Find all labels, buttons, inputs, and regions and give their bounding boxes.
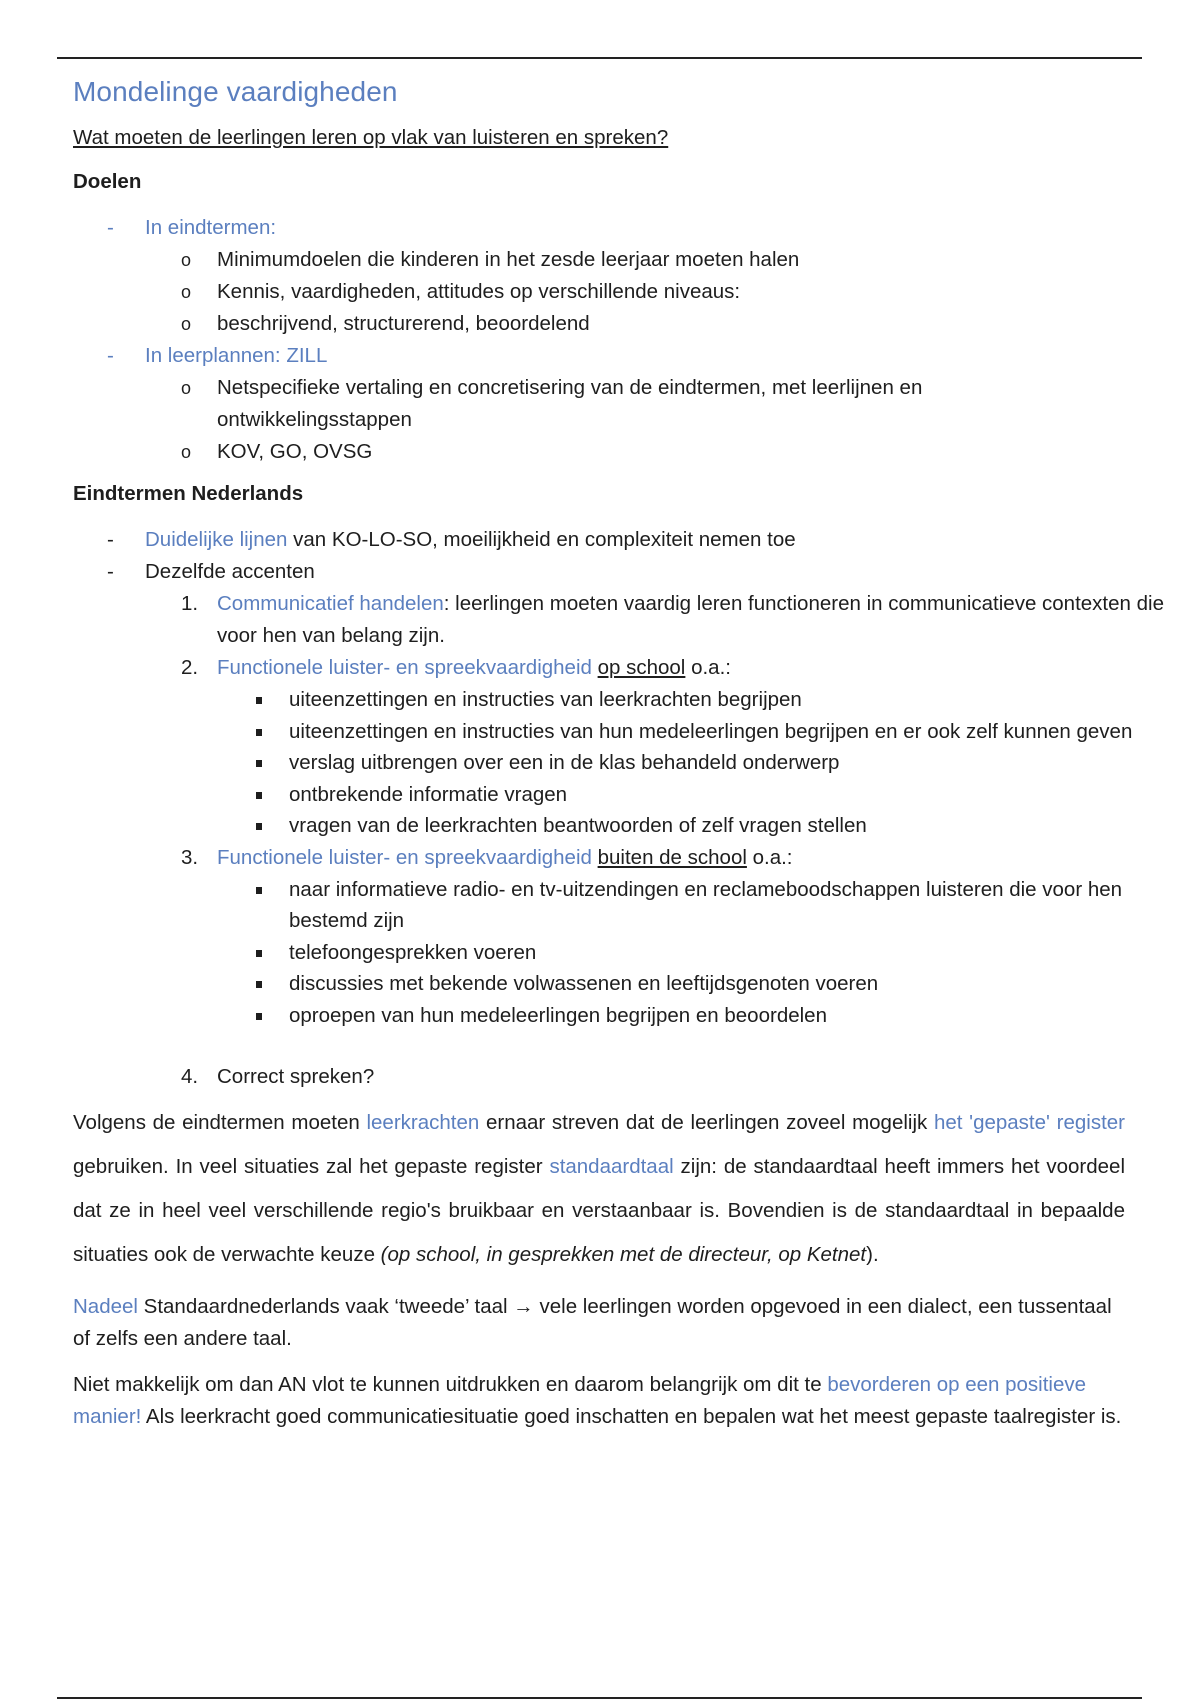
document-page [73, 72, 1164, 1447]
list-item-label: In eindtermen: [145, 216, 277, 239]
number-marker: 2. [181, 656, 199, 679]
numbered-text: o.a.: [746, 845, 793, 869]
heading-doelen: Doelen [73, 170, 142, 193]
text-run: zijn: de standaardtaal heeft immers het voordeel dat ze in heel veel verschillende regio's bruikbaar en verstaanbaar is. Bovendien is de standaardtaal in bepaalde situaties ook de verwachte keuze [73, 1155, 1126, 1266]
numbered-text: : leerlingen moeten vaardig leren functioneren in communicatieve contexten die voor hen van belang zijn. [217, 592, 1164, 647]
square-bullet [256, 792, 262, 799]
bullet-text: discussies met bekende volwassenen en leeftijdsgenoten voeren [289, 972, 879, 995]
bullet-item [73, 1000, 1125, 1032]
highlight-term: bevorderen op een positieve manier! [73, 1373, 1087, 1428]
sublist-text: KOV, GO, OVSG [217, 440, 373, 463]
bullet-item [73, 684, 1125, 716]
square-bullet [256, 823, 262, 830]
section-question: Wat moeten de leerlingen leren op vlak van luisteren en spreken? [73, 126, 669, 149]
sublist-text: Netspecifieke vertaling en concretisering van de eindtermen, met leerlijnen en ontwikkelingsstappen [217, 376, 923, 431]
highlight-term: Functionele luister- en spreekvaardigheid [217, 845, 592, 869]
page-title: Mondelinge vaardigheden [73, 76, 398, 107]
bullet-item [73, 779, 1125, 811]
sublist-item [73, 372, 1077, 436]
numbered-text: o.a.: [685, 656, 731, 679]
text-run: gebruiken. In veel situaties zal het gepaste register [73, 1155, 550, 1178]
number-marker: 1. [181, 592, 199, 615]
bullet-text: oproepen van hun medeleerlingen begrijpen en beoordelen [289, 1003, 827, 1027]
square-bullet [256, 950, 262, 957]
bullet-text: uiteenzettingen en instructies van leerkrachten begrijpen [289, 688, 802, 711]
numbered-text: Correct spreken? [217, 1065, 375, 1088]
list-item-text: Dezelfde accenten [145, 560, 315, 583]
bullet-item [73, 874, 1189, 937]
text-run: ). [866, 1243, 879, 1266]
list-item-label: In leerplannen: ZILL [145, 344, 328, 367]
bullet-text: verslag uitbrengen over een in de klas behandeld onderwerp [289, 751, 840, 774]
circle-bullet: o [181, 378, 192, 398]
underlined-term: buiten de school [597, 845, 747, 869]
text-run: Standaardnederlands vaak ‘tweede’ taal [137, 1295, 514, 1318]
arrow-right-icon: → [513, 1295, 534, 1318]
text-run: vele leerlingen worden opgevoed in een dialect, een tussentaal of zelfs een andere taal. [73, 1295, 1112, 1350]
dash-marker: - [107, 344, 114, 367]
bullet-item [73, 810, 1125, 842]
highlight-term: het 'gepaste' register [933, 1111, 1125, 1134]
bullet-item [73, 937, 1125, 969]
sublist-item [73, 244, 1125, 276]
list-item-text: van KO-LO-SO, moeilijkheid en complexiteit nemen toe [287, 528, 796, 551]
bullet-item [73, 747, 1125, 779]
bullet-text: vragen van de leerkrachten beantwoorden of zelf vragen stellen [289, 814, 867, 837]
highlight-term: leerkrachten [366, 1111, 480, 1134]
bullet-item [73, 968, 1125, 1000]
underlined-term: op school [597, 656, 686, 679]
number-marker: 4. [181, 1065, 199, 1088]
bullet-item [73, 716, 1149, 748]
numbered-item-3 [73, 842, 1125, 874]
list-item-leerplannen [73, 340, 1125, 372]
highlight-term: Duidelijke lijnen [145, 528, 288, 551]
circle-bullet: o [181, 282, 192, 302]
circle-bullet: o [181, 250, 192, 270]
sublist-text: beschrijvend, structurerend, beoordelend [217, 312, 590, 335]
text-run: Als leerkracht goed communicatiesituatie goed inschatten en bepalen wat het meest gepaste taalregister is. [141, 1405, 1122, 1428]
number-marker: 3. [181, 845, 199, 869]
sublist-text: Kennis, vaardigheden, attitudes op verschillende niveaus: [217, 280, 741, 303]
italic-run: (op school, in gesprekken met de directeur, op Ketnet [380, 1243, 867, 1266]
text-run: Niet makkelijk om dan AN vlot te kunnen uitdrukken en daarom belangrijk om dit te [73, 1373, 828, 1396]
sublist-text: Minimumdoelen die kinderen in het zesde leerjaar moeten halen [217, 248, 800, 271]
paragraph-nadeel [73, 1291, 1125, 1355]
list-item-eindtermen [73, 212, 1125, 244]
square-bullet [256, 729, 262, 736]
numbered-item-2 [73, 652, 1125, 684]
highlight-term: Nadeel [73, 1295, 138, 1318]
text-run: ernaar streven dat de leerlingen zoveel mogelijk [479, 1111, 934, 1134]
square-bullet [256, 981, 262, 988]
bullet-text: naar informatieve radio- en tv-uitzendingen en reclameboodschappen luisteren die voor hen bestemd zijn [289, 877, 1123, 932]
circle-bullet: o [181, 442, 192, 462]
sublist-item [73, 436, 1125, 468]
square-bullet [256, 760, 262, 767]
bullet-text: telefoongesprekken voeren [289, 940, 537, 964]
footer-rule [57, 1697, 1142, 1699]
paragraph-register [73, 1101, 1125, 1277]
list-item-dezelfde-accenten [73, 556, 1125, 588]
dash-marker: - [107, 216, 114, 239]
dash-marker: - [107, 560, 114, 583]
highlight-term: Functionele luister- en spreekvaardigheid [217, 656, 592, 679]
square-bullet [256, 697, 262, 704]
bullet-text: uiteenzettingen en instructies van hun medeleerlingen begrijpen en er ook zelf kunnen geven [289, 719, 1133, 743]
sublist-item [73, 276, 1125, 308]
square-bullet [256, 1013, 262, 1020]
circle-bullet: o [181, 314, 192, 334]
list-item-duidelijke-lijnen [73, 524, 1125, 556]
highlight-term: Communicatief handelen [217, 592, 444, 615]
numbered-item-4 [73, 1061, 1125, 1093]
header-rule [57, 57, 1142, 59]
highlight-term: standaardtaal [549, 1155, 674, 1178]
numbered-item-1 [73, 588, 1187, 652]
bullet-text: ontbrekende informatie vragen [289, 782, 568, 806]
text-run: Volgens de eindtermen moeten [73, 1111, 367, 1134]
heading-eindtermen-nederlands: Eindtermen Nederlands [73, 482, 304, 505]
sublist-item [73, 308, 1125, 340]
dash-marker: - [107, 528, 114, 551]
square-bullet [256, 887, 262, 894]
paragraph-an [73, 1369, 1125, 1433]
